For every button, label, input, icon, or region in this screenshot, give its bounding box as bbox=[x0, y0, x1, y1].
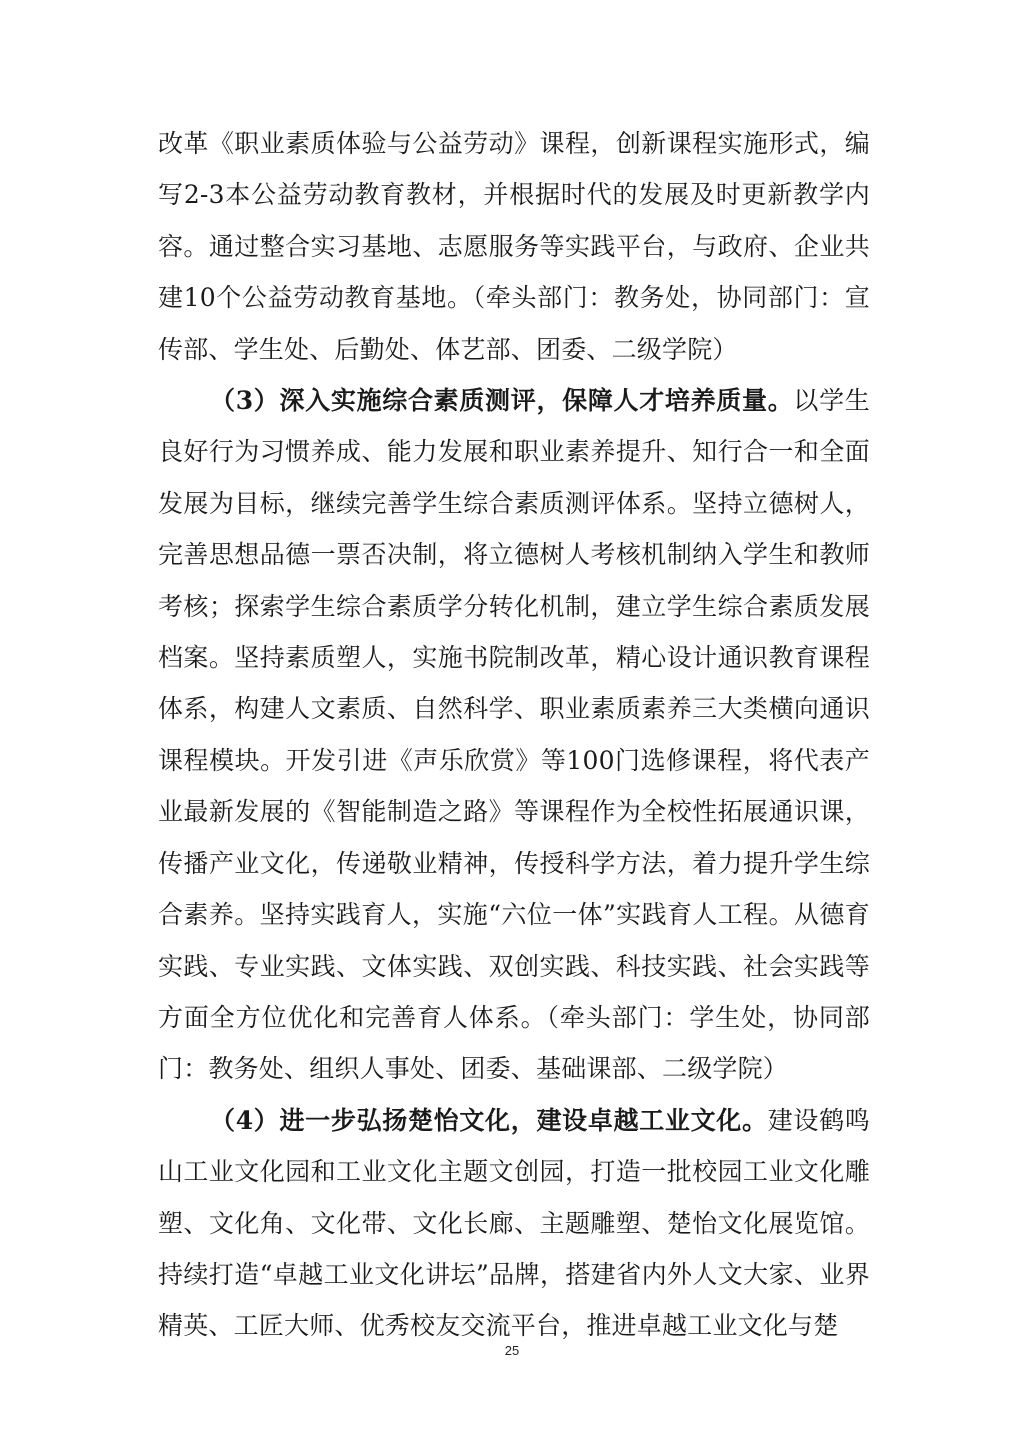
paragraph-2-heading: （3）深入实施综合素质测评，保障人才培养质量。 bbox=[210, 386, 794, 416]
paragraph-1 bbox=[158, 118, 870, 375]
body-text bbox=[158, 118, 870, 1352]
page-number: 25 bbox=[504, 1343, 520, 1358]
paragraph-2-text: 以学生良好行为习惯养成、能力发展和职业素养提升、知行合一和全面发展为目标，继续完善学生综合素质测评体系。坚持立德树人，完善思想品德一票否决制，将立德树人考核机制纳入学生和教师考核；探索学生综合素质学分转化机制，建立学生综合素质发展档案。坚持素质塑人，实施书院制改革，精心设计通识教育课程体系，构建人文素质、自然科学、职业素质素养三大类横向通识课程模块。开发引进《声乐欣赏》等100门选修课程，将代表产业最新发展的《智能制造之路》等课程作为全校性拓展通识课，传播产业文化，传递敬业精神，传授科学方法，着力提升学生综合素养。坚持实践育人，实施“六位一体”实践育人工程。从德育实践、专业实践、文体实践、双创实践、科技实践、社会实践等方面全方位优化和完善育人体系。（牵头部门：学生处，协同部门：教务处、组织人事处、团委、基础课部、二级学院） bbox=[158, 386, 870, 1084]
paragraph-3-text: 建设鹤鸣山工业文化园和工业文化主题文创园，打造一批校园工业文化雕塑、文化角、文化带、文化长廊、主题雕塑、楚怡文化展览馆。持续打造“卓越工业文化讲坛”品牌，搭建省内外人文大家、业界精英、工匠大师、优秀校友交流平台，推进卓越工业文化与楚 bbox=[158, 1105, 870, 1341]
paragraph-1-text: 改革《职业素质体验与公益劳动》课程，创新课程实施形式，编写2-3本公益劳动教育教材，并根据时代的发展及时更新教学内容。通过整合实习基地、志愿服务等实践平台，与政府、企业共建10个公益劳动教育基地。（牵头部门：教务处，协同部门：宣传部、学生处、后勤处、体艺部、团委、二级学院） bbox=[158, 129, 870, 364]
paragraph-3 bbox=[158, 1095, 870, 1352]
paragraph-2 bbox=[158, 375, 870, 1095]
paragraph-3-heading: （4）进一步弘扬楚怡文化，建设卓越工业文化。 bbox=[210, 1105, 768, 1135]
